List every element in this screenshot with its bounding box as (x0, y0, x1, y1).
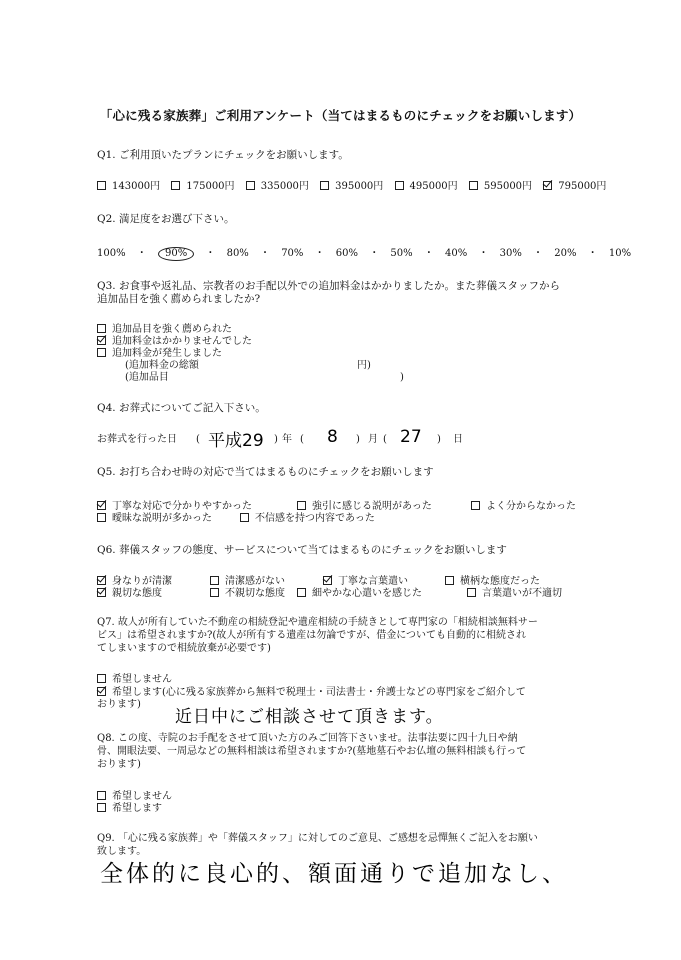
checkbox-checked-icon[interactable] (543, 181, 552, 190)
q1-option[interactable]: 395000円 (320, 181, 383, 193)
q6-option[interactable]: 細やかな心遣いを感じた (297, 588, 422, 600)
q7-option[interactable]: 希望しません (97, 674, 172, 686)
scale-option[interactable]: 20% (554, 248, 577, 259)
q5-option[interactable]: 強引に感じる説明があった (297, 501, 432, 513)
q6-option[interactable]: 言葉遣いが不適切 (467, 588, 562, 600)
q3-items-label: (追加品目 (125, 372, 169, 383)
q8-option[interactable]: 希望します (97, 803, 162, 815)
q3-items-close: ) (400, 372, 404, 383)
q4-date-label: お葬式を行った日 (97, 434, 177, 445)
checkbox-icon[interactable] (171, 181, 180, 190)
q4-year-handwritten[interactable]: 平成29 (208, 431, 264, 451)
q4-day-handwritten[interactable]: 27 (400, 427, 422, 447)
checkbox-icon[interactable] (97, 803, 106, 812)
scale-option[interactable]: 60% (335, 248, 359, 259)
checkbox-icon[interactable] (297, 588, 306, 597)
q8-question-line2: 骨、開眼法要、一周忌などの無料相談は希望されますか?(墓地墓石やお仏壇の無料相談も行って (97, 746, 527, 757)
q4-open-paren: ( (300, 434, 304, 445)
q3-question-line1: Q3. お食事や返礼品、宗教者のお手配以外での追加料金はかかりましたか。また葬儀スタッフから (97, 280, 560, 292)
q7-option-continuation: おります) (97, 699, 141, 710)
q4-close-paren: ) (437, 434, 441, 445)
checkbox-icon[interactable] (246, 181, 255, 190)
scale-option[interactable]: 10% (608, 248, 632, 259)
q4-open-paren: ( (383, 434, 387, 445)
checkbox-checked-icon[interactable] (97, 588, 106, 597)
q7-handwritten-comment[interactable]: 近日中にご相談させて頂きます。 (175, 707, 444, 727)
q6-option-selected[interactable]: 丁寧な言葉遣い (323, 576, 408, 588)
checkbox-icon[interactable] (467, 588, 476, 597)
checkbox-icon[interactable] (210, 588, 219, 597)
checkbox-icon[interactable] (471, 501, 480, 510)
checkbox-icon[interactable] (469, 181, 478, 190)
q2-scale: 100% ・ 90% ・ 80% ・ 70% ・ 60% ・ 50% ・ 40% ・ 30% ・ 20% ・ 10% (97, 248, 632, 259)
checkbox-icon[interactable] (97, 674, 106, 683)
checkbox-icon[interactable] (395, 181, 404, 190)
q8-question-line3: おります) (97, 759, 141, 770)
q1-option-selected[interactable]: 795000円 (543, 181, 606, 193)
q6-option-selected[interactable]: 親切な態度 (97, 588, 162, 600)
q1-option[interactable]: 595000円 (469, 181, 532, 193)
q5-option-selected[interactable]: 丁寧な対応で分かりやすかった (97, 501, 252, 513)
q4-question: Q4. お葬式についてご記入下さい。 (97, 402, 266, 414)
checkbox-checked-icon[interactable] (97, 687, 106, 696)
q1-option[interactable]: 495000円 (395, 181, 458, 193)
scale-option[interactable]: 40% (445, 248, 468, 259)
scale-option[interactable]: 100% (97, 248, 126, 259)
scale-option-selected[interactable]: 90% (158, 247, 194, 261)
q5-option[interactable]: 曖昧な説明が多かった (97, 513, 212, 525)
q1-option[interactable]: 335000円 (246, 181, 309, 193)
scale-option[interactable]: 30% (499, 248, 522, 259)
q4-open-paren: ( (196, 434, 200, 445)
q3-option-selected[interactable]: 追加料金はかかりませんでした (97, 336, 252, 348)
q3-total-unit: 円) (357, 360, 371, 371)
q8-option[interactable]: 希望しません (97, 791, 172, 803)
q9-question-line2: 致します。 (97, 846, 147, 857)
checkbox-icon[interactable] (210, 576, 219, 585)
checkbox-icon[interactable] (320, 181, 329, 190)
q9-handwritten-comment[interactable]: 全体的に良心的、額面通りで追加なし、 (100, 861, 568, 887)
q7-question-line2: ビス」は希望されますか?(故人が所有する遺産は勿論ですが、借金についても自動的に相続され (97, 630, 527, 641)
checkbox-icon[interactable] (97, 181, 106, 190)
q5-option[interactable]: よく分からなかった (471, 501, 576, 513)
q5-option[interactable]: 不信感を持つ内容であった (240, 513, 375, 525)
q3-total-label: (追加料金の総額 (125, 360, 199, 371)
q8-question-line1: Q8. この度、寺院のお手配をさせて頂いた方のみご回答下さいませ。法事法要に四十九日や納 (97, 733, 518, 744)
q4-month-handwritten[interactable]: 8 (327, 427, 338, 447)
q4-month-unit: 月 (368, 434, 378, 445)
checkbox-checked-icon[interactable] (97, 336, 106, 345)
q4-close-paren: ) (356, 434, 360, 445)
checkbox-icon[interactable] (445, 576, 454, 585)
survey-title: 「心に残る家族葬」ご利用アンケート（当てはまるものにチェックをお願いします） (99, 108, 582, 123)
q7-option-selected[interactable]: 希望します(心に残る家族葬から無料で税理士・司法書士・弁護士などの専門家をご紹介して (97, 687, 526, 699)
q1-option[interactable]: 143000円 (97, 181, 160, 193)
scale-option[interactable]: 70% (281, 248, 304, 259)
q3-option[interactable]: 追加料金が発生しました (97, 348, 222, 360)
q1-option[interactable]: 175000円 (171, 181, 234, 193)
q6-option[interactable]: 清潔感がない (210, 576, 285, 588)
scale-option[interactable]: 50% (390, 248, 413, 259)
checkbox-icon[interactable] (97, 791, 106, 800)
q1-question: Q1. ご利用頂いたプランにチェックをお願いします。 (97, 149, 349, 161)
checkbox-icon[interactable] (240, 513, 249, 522)
q6-question: Q6. 葬儀スタッフの態度、サービスについて当てはまるものにチェックをお願いします (97, 544, 507, 556)
checkbox-icon[interactable] (97, 348, 106, 357)
q6-option[interactable]: 不親切な態度 (210, 588, 285, 600)
checkbox-checked-icon[interactable] (97, 501, 106, 510)
q3-option[interactable]: 追加品目を強く薦められた (97, 324, 232, 336)
checkbox-icon[interactable] (97, 513, 106, 522)
checkbox-checked-icon[interactable] (323, 576, 332, 585)
q3-question-line2: 追加品目を強く薦められましたか? (97, 293, 261, 305)
q4-day-unit: 日 (453, 434, 463, 445)
q1-options (97, 181, 606, 193)
q6-option[interactable]: 横柄な態度だった (445, 576, 540, 588)
scale-option[interactable]: 80% (226, 248, 249, 259)
q4-year-unit: 年 (282, 434, 292, 445)
q6-option-selected[interactable]: 身なりが清潔 (97, 576, 172, 588)
q2-question: Q2. 満足度をお選び下さい。 (97, 213, 235, 225)
checkbox-icon[interactable] (297, 501, 306, 510)
q9-question-line1: Q9. 「心に残る家族葬」や「葬儀スタッフ」に対してのご意見、ご感想を忌憚無くご記入をお願い (97, 833, 538, 844)
q5-question: Q5. お打ち合わせ時の対応で当てはまるものにチェックをお願いします (97, 466, 434, 478)
q4-close-paren: ) (274, 434, 278, 445)
q7-question-line3: てしまいますので相続放棄が必要です) (97, 643, 271, 654)
q7-question-line1: Q7. 故人が所有していた不動産の相続登記や遺産相続の手続きとして専門家の「相続相談無料サー (97, 617, 538, 628)
